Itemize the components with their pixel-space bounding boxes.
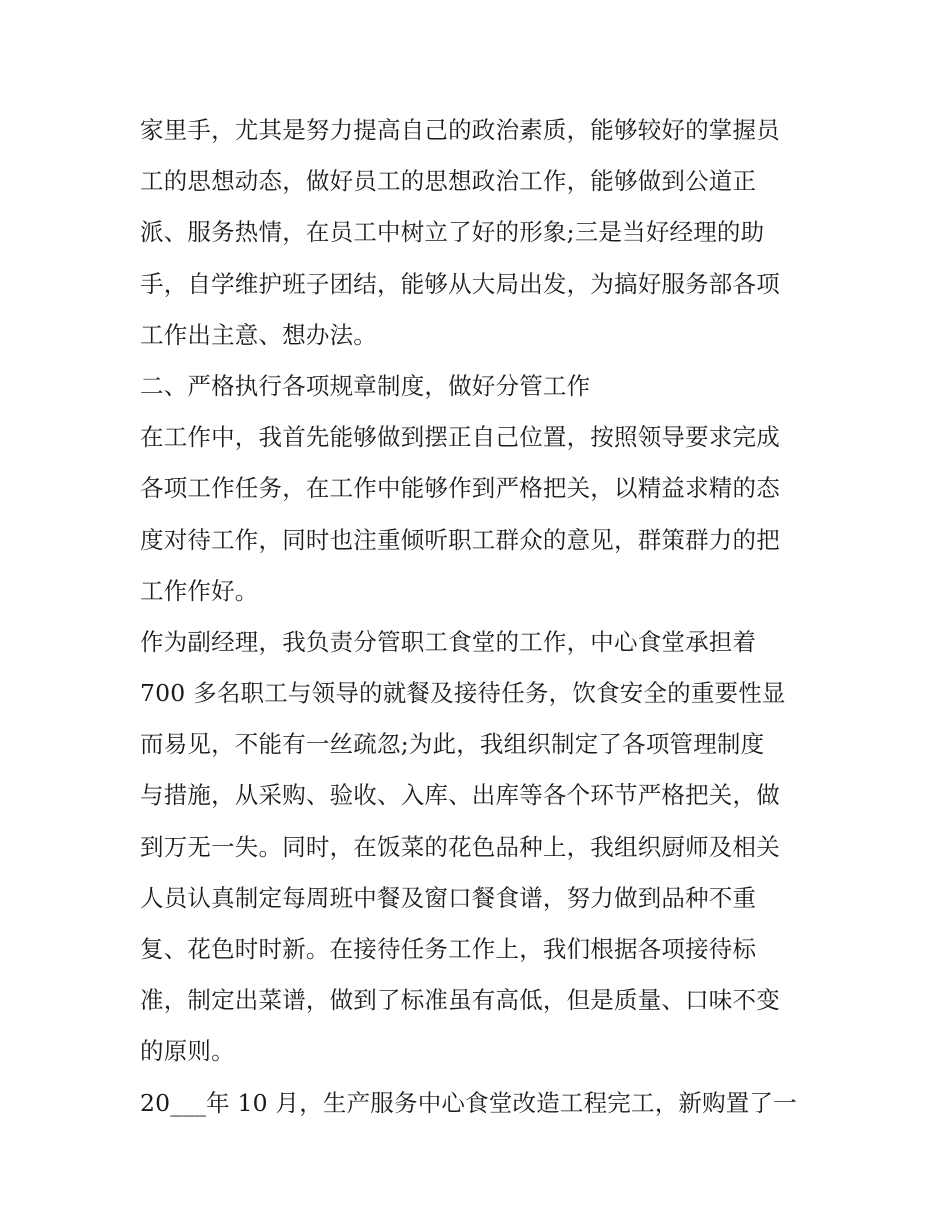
text-line: 与措施，从采购、验收、入库、出库等各个环节严格把关，做 <box>140 781 780 810</box>
text-line: 工的思想动态，做好员工的思想政治工作，能够做到公道正 <box>140 167 757 196</box>
text-line: 派、服务热情，在员工中树立了好的形象;三是当好经理的助 <box>140 218 765 247</box>
text-line: 准，制定出菜谱，做到了标准虽有高低，但是质量、口味不变 <box>140 986 780 1015</box>
text-line: 700 多名职工与领导的就餐及接待任务，饮食安全的重要性显 <box>140 679 786 708</box>
text-line: 度对待工作，同时也注重倾听职工群众的意见，群策群力的把 <box>140 525 780 554</box>
text-line: 工作出主意、想办法。 <box>140 320 377 349</box>
text-line: 家里手，尤其是努力提高自己的政治素质，能够较好的掌握员 <box>140 116 780 144</box>
text-line: 的原则。 <box>140 1037 235 1066</box>
text-line: 到万无一失。同时，在饭菜的花色品种上，我组织厨师及相关 <box>140 832 780 861</box>
section-heading: 二、严格执行各项规章制度，做好分管工作 <box>140 371 591 400</box>
body-text <box>140 105 820 1129</box>
text-line: 人员认真制定每周班中餐及窗口餐食谱，努力做到品种不重 <box>140 883 757 912</box>
text-line: 在工作中，我首先能够做到摆正自己位置，按照领导要求完成 <box>140 423 780 452</box>
text-line: 手，自学维护班子团结，能够从大局出发，为搞好服务部各项 <box>140 269 780 298</box>
text-line: 工作作好。 <box>140 576 259 605</box>
text-line: 各项工作任务，在工作中能够作到严格把关，以精益求精的态 <box>140 474 780 503</box>
text-line: 而易见，不能有一丝疏忽;为此，我组织制定了各项管理制度 <box>140 730 765 759</box>
text-line: 20___年 10 月，生产服务中心食堂改造工程完工，新购置了一 <box>140 1088 797 1117</box>
text-line: 复、花色时时新。在接待任务工作上，我们根据各项接待标 <box>140 935 757 963</box>
text-line: 作为副经理，我负责分管职工食堂的工作，中心食堂承担着 <box>140 627 757 656</box>
